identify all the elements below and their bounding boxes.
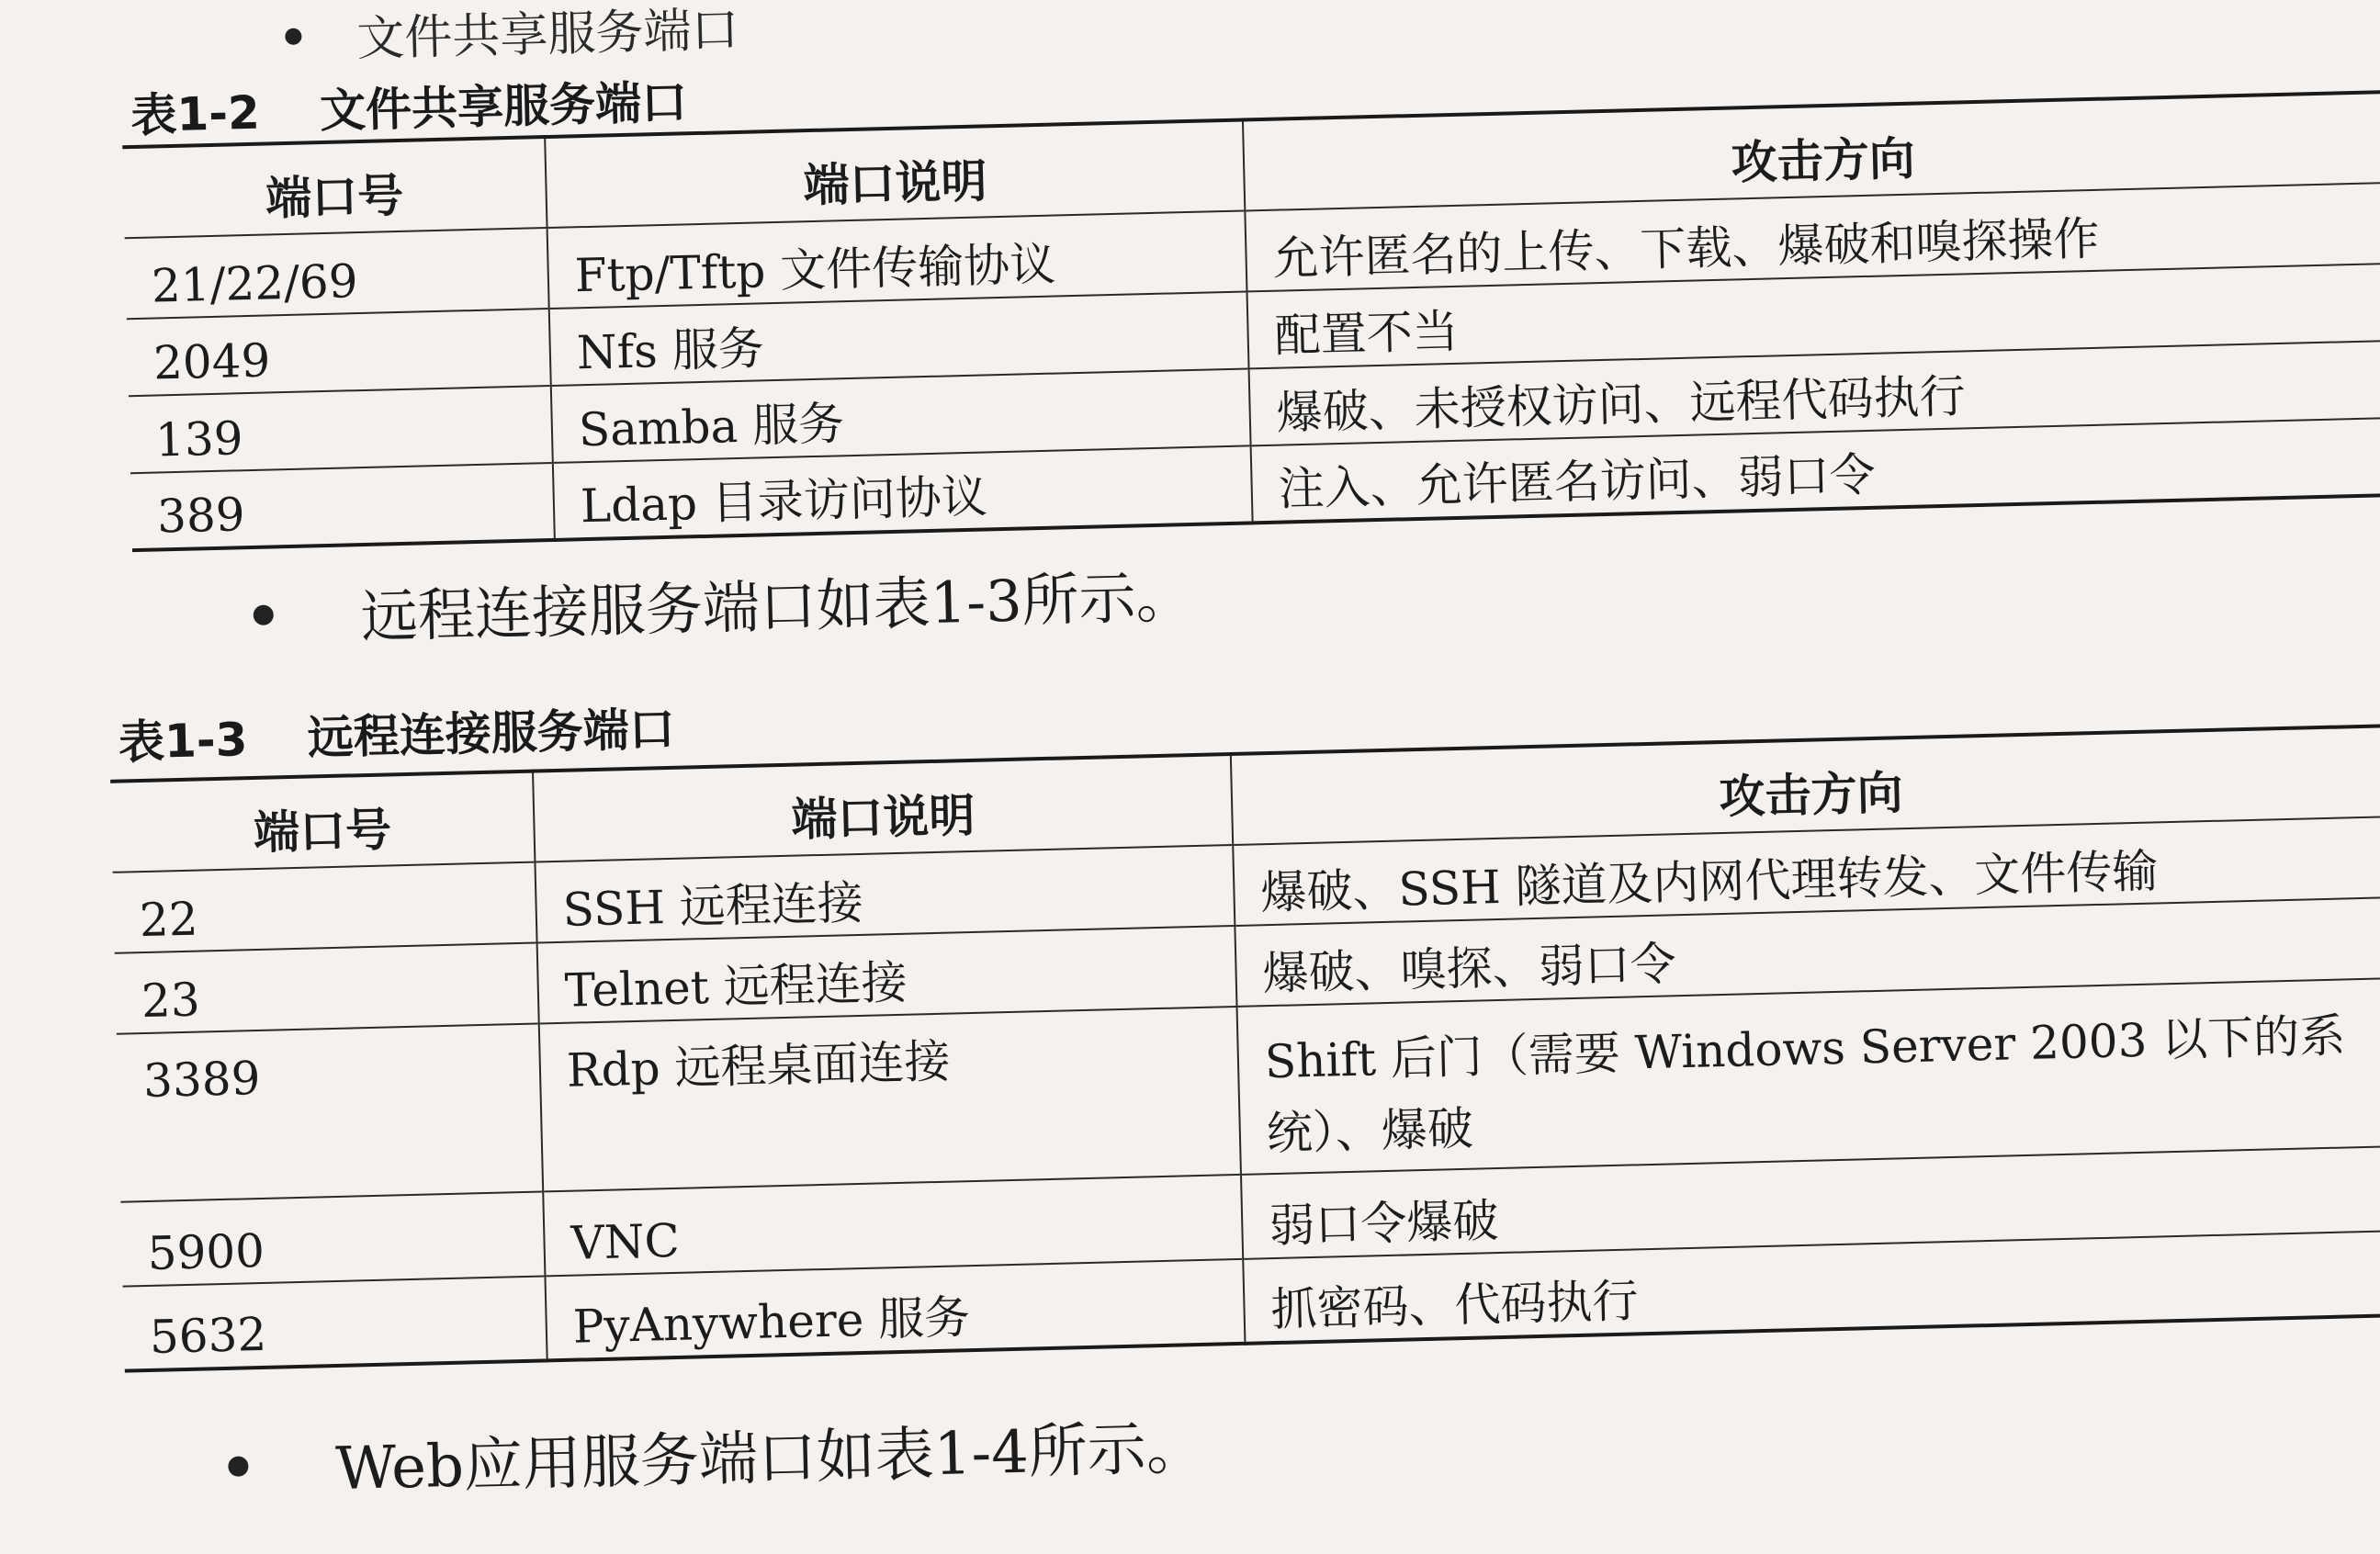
bullet-icon xyxy=(285,28,301,44)
header-port: 端口号 xyxy=(265,168,404,226)
cell-desc: Nfs 服务 xyxy=(549,291,1249,386)
cell-desc: Samba 服务 xyxy=(551,368,1251,463)
cell-port: 23 xyxy=(141,973,201,1029)
paragraph-remote-connection xyxy=(253,551,1194,656)
header-attack: 攻击方向 xyxy=(1243,92,2380,211)
header-desc: 端口说明 xyxy=(545,119,1245,228)
paragraph-text: Web应用服务端口如表1-4所示。 xyxy=(334,1413,1206,1504)
cell-port: 3389 xyxy=(142,1051,262,1109)
top-cut-bullet-line xyxy=(284,0,739,71)
table-1-3-caption xyxy=(118,693,675,772)
cell-port: 21/22/69 xyxy=(151,254,359,313)
cell-desc: SSH 远程连接 xyxy=(535,845,1235,943)
header-desc: 端口说明 xyxy=(533,754,1233,862)
cell-port: 22 xyxy=(139,892,199,948)
paragraph-text: 远程连接服务端口如表1-3所示。 xyxy=(359,562,1194,651)
cell-attack: 抓密码、代码执行 xyxy=(1243,1231,2380,1344)
header-port: 端口号 xyxy=(253,803,392,861)
cell-desc: Telnet 远程连接 xyxy=(537,926,1237,1024)
table-1-3 xyxy=(110,724,2380,1372)
cell-port: 139 xyxy=(154,411,244,467)
cell-desc: Ldap 目录访问协议 xyxy=(553,445,1253,540)
cell-port: 389 xyxy=(156,488,246,544)
caption-title: 远程连接服务端口 xyxy=(307,702,676,765)
cell-port: 2049 xyxy=(152,333,271,390)
bullet-icon xyxy=(228,1456,249,1477)
cell-attack: 爆破、嗅探、弱口令 xyxy=(1235,897,2380,1007)
bullet-icon xyxy=(254,604,275,625)
caption-number: 表1-3 xyxy=(118,713,249,770)
caption-title: 文件共享服务端口 xyxy=(319,75,688,139)
paragraph-web-application xyxy=(227,1401,1205,1509)
cell-attack: 配置不当 xyxy=(1246,264,2380,369)
cell-attack: Shift 后门（需要 Windows Server 2003 以下的系统）、爆破 xyxy=(1237,978,2380,1175)
cell-desc: Ftp/Tftp 文件传输协议 xyxy=(547,210,1247,309)
header-attack: 攻击方向 xyxy=(1231,726,2380,845)
cell-desc: PyAnywhere 服务 xyxy=(545,1259,1245,1361)
cell-attack: 爆破、SSH 隧道及内网代理转发、文件传输 xyxy=(1233,816,2380,926)
cell-desc: Rdp 远程桌面连接 xyxy=(539,1007,1241,1192)
top-fragment-text: 文件共享服务端口 xyxy=(355,2,740,68)
caption-number: 表1-2 xyxy=(130,85,261,143)
cell-port: 5900 xyxy=(147,1223,265,1280)
cell-attack: 爆破、未授权访问、远程代码执行 xyxy=(1249,341,2380,446)
cell-port: 5632 xyxy=(149,1307,267,1364)
cell-attack: 弱口令爆破 xyxy=(1241,1146,2380,1259)
cell-attack: 允许匿名的上传、下载、爆破和嗅探操作 xyxy=(1245,183,2380,292)
cell-attack: 注入、允许匿名访问、弱口令 xyxy=(1251,418,2380,524)
table-1-2 xyxy=(122,90,2380,552)
cell-desc: VNC xyxy=(543,1175,1243,1277)
